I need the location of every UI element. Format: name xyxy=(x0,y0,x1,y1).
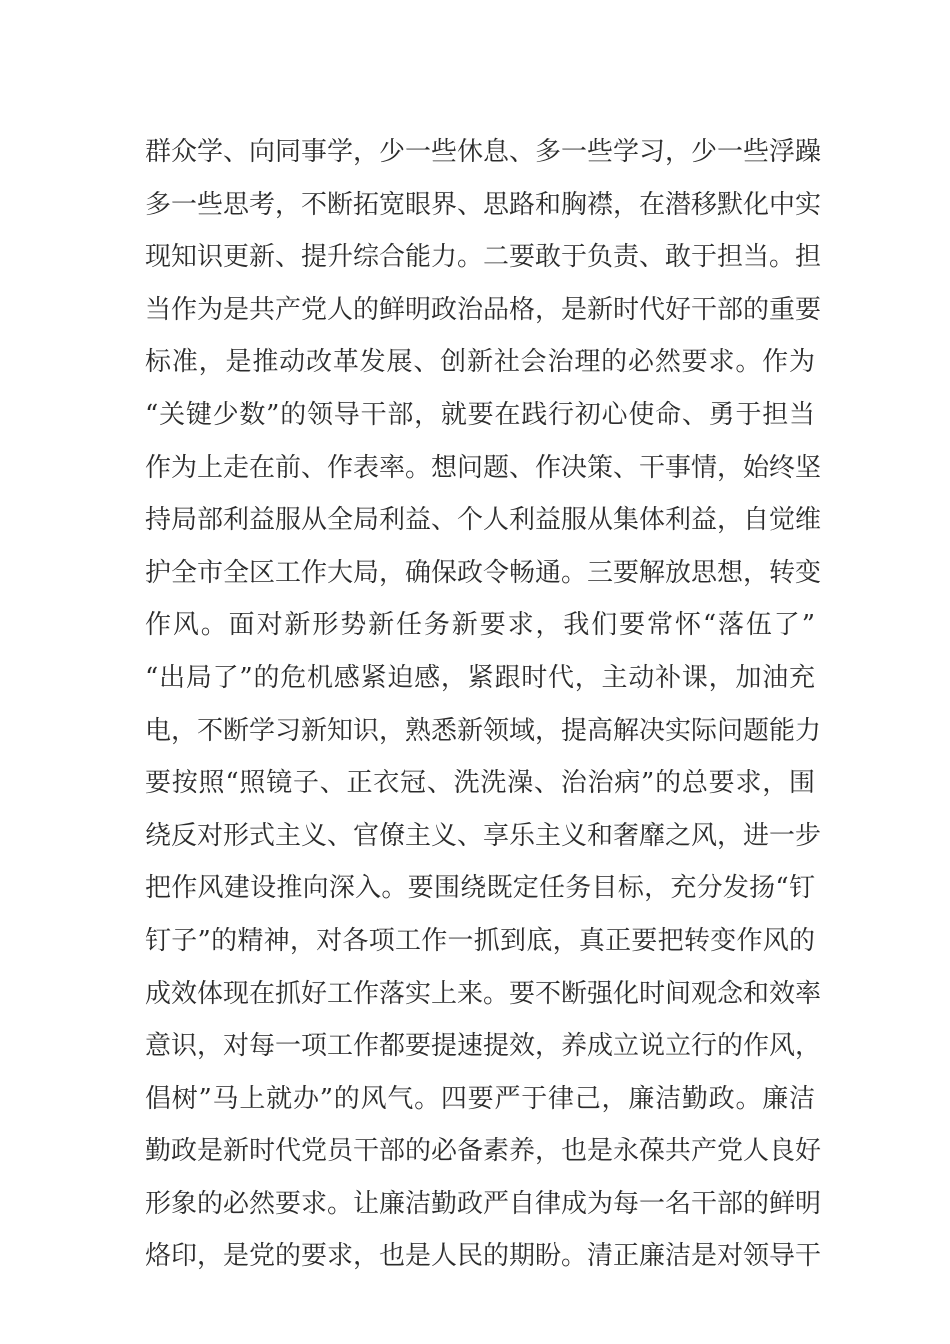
text-line-19: 倡树”马上就办”的风气。四要严于律己，廉洁勤政。廉洁 xyxy=(145,1083,815,1114)
text-line-4: 当作为是共产党人的鲜明政治品格，是新时代好干部的重要 xyxy=(145,294,822,325)
text-line-16: 钉子”的精神，对各项工作一抓到底，真正要把转变作风的 xyxy=(145,925,815,956)
body-text xyxy=(145,126,822,1283)
text-line-21: 形象的必然要求。让廉洁勤政严自律成为每一名干部的鲜明 xyxy=(145,1188,822,1219)
text-line-13: 要按照“照镜子、正衣冠、洗洗澡、治治病”的总要求，围 xyxy=(145,768,815,799)
text-line-20: 勤政是新时代党员干部的必备素养，也是永葆共产党人良好 xyxy=(145,1136,822,1167)
text-line-6: “关键少数”的领导干部，就要在践行初心使命、勇于担当 xyxy=(145,399,815,430)
text-line-5: 标准，是推动改革发展、创新社会治理的必然要求。作为 xyxy=(145,347,815,378)
text-line-9: 护全市全区工作大局，确保政令畅通。三要解放思想，转变 xyxy=(145,557,822,588)
text-line-1: 群众学、向同事学，少一些休息、多一些学习，少一些浮躁 xyxy=(145,137,822,167)
text-line-11: “出局了”的危机感紧迫感，紧跟时代，主动补课，加油充 xyxy=(145,662,815,693)
text-line-2: 多一些思考，不断拓宽眼界、思路和胸襟，在潜移默化中实 xyxy=(145,189,822,220)
text-line-18: 意识，对每一项工作都要提速提效，养成立说立行的作风， xyxy=(145,1031,822,1062)
text-line-8: 持局部利益服从全局利益、个人利益服从集体利益，自觉维 xyxy=(145,505,822,536)
text-line-15: 把作风建设推向深入。要围绕既定任务目标，充分发扬“钉 xyxy=(145,873,815,904)
text-line-12: 电，不断学习新知识，熟悉新领域，提高解决实际问题能力 xyxy=(145,715,822,746)
text-line-7: 作为上走在前、作表率。想问题、作决策、干事情，始终坚 xyxy=(145,452,822,483)
text-line-14: 绕反对形式主义、官僚主义、享乐主义和奢靡之风，进一步 xyxy=(145,820,822,851)
text-line-17: 成效体现在抓好工作落实上来。要不断强化时间观念和效率 xyxy=(145,978,822,1009)
text-line-22: 烙印，是党的要求，也是人民的期盼。清正廉洁是对领导干 xyxy=(145,1241,822,1272)
text-line-10: 作风。面对新形势新任务新要求，我们要常怀“落伍了” xyxy=(145,610,815,641)
text-line-3: 现知识更新、提升综合能力。二要敢于负责、敢于担当。担 xyxy=(145,242,822,273)
